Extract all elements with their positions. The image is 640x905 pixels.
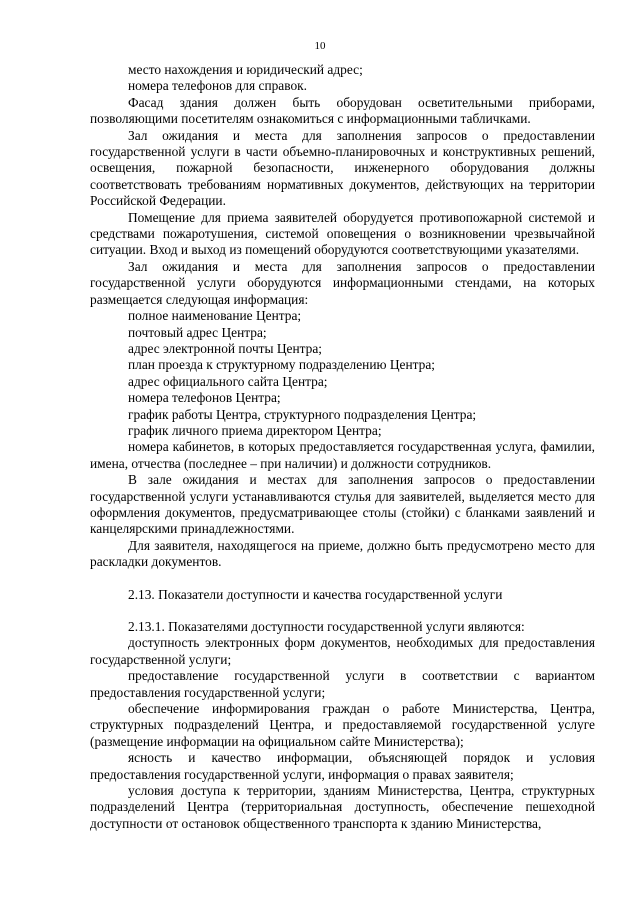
section-heading: 2.13. Показатели доступности и качества государственной услуги [128,586,503,602]
list-item: план проезда к структурному подразделению Центра; [128,357,436,373]
paragraph: место нахождения и юридический адрес; [128,62,363,77]
list-item: почтовый адрес Центра; [128,324,267,340]
paragraph: предоставление государственной услуги в соответствии с вариантом предоставления государственной услуги; [90,668,595,700]
paragraph: номера телефонов для справок. [128,78,308,94]
paragraph: Фасад здания должен быть оборудован осветительными приборами, позволяющими посетителям ознакомиться с информационными табличками. [90,94,595,127]
paragraph: Помещение для приема заявителей оборудуется противопожарной системой и средствами пожаротушения, системой оповещения о возникновении чрезвычайной ситуации. Вход и выход из помещений оборудуются соответствующими указателями. [90,209,595,258]
list-item: график личного приема директором Центра; [128,422,382,438]
list-item: адрес официального сайта Центра; [128,373,328,389]
paragraph: обеспечение информирования граждан о работе Министерства, Центра, структурных подразделений Центра, и предоставляемой государственной услуге (размещение информации на официальном сайте Министерства); [90,701,595,749]
list-item: график работы Центра, структурного подразделения Центра; [128,406,477,422]
list-item: номера кабинетов, в которых предоставляется государственная услуга, фамилии, имена, отчества (последнее – при наличии) и должности сотрудников. [90,439,595,471]
paragraph: условия доступа к территории, зданиям Министерства, Центра, структурных подразделений Центра (территориальная доступность, обеспечение пешеходной доступности от остановок общественного транспорта к зданию Министерства, [90,783,595,831]
paragraph: доступность электронных форм документов, необходимых для предоставления государственной услуги; [90,635,595,667]
list-item: адрес электронной почты Центра; [128,340,323,356]
page-number: 10 [314,40,326,52]
subsection-intro: 2.13.1. Показателями доступности государственной услуги являются: [128,619,525,634]
paragraph: ясность и качество информации, объясняющей порядок и условия предоставления государственной услуги, информация о правах заявителя; [90,750,595,782]
list-item: номера телефонов Центра; [128,390,281,406]
paragraph: Зал ожидания и места для заполнения запросов о предоставлении государственной услуги оборудуются информационными стендами, на которых размещается следующая информация: [90,258,595,307]
paragraph: Для заявителя, находящегося на приеме, должно быть предусмотрено место для раскладки документов. [90,537,595,570]
paragraph: В зале ожидания и местах для заполнения запросов о предоставлении государственной услуги устанавливаются стулья для заявителей, выделяется место для оформления документов, предусматривающее столы (стойки) с бланками заявлений и канцелярскими принадлежностями. [90,472,595,537]
paragraph: Зал ожидания и места для заполнения запросов о предоставлении государственной услуги в части объемно-планировочных и конструктивных решений, освещения, пожарной безопасности, инженерного оборудования должны соответствовать требованиям нормативных документов, действующих на территории Российской Федерации. [90,127,595,209]
document-body [90,62,595,832]
list-item: полное наименование Центра; [128,308,302,324]
